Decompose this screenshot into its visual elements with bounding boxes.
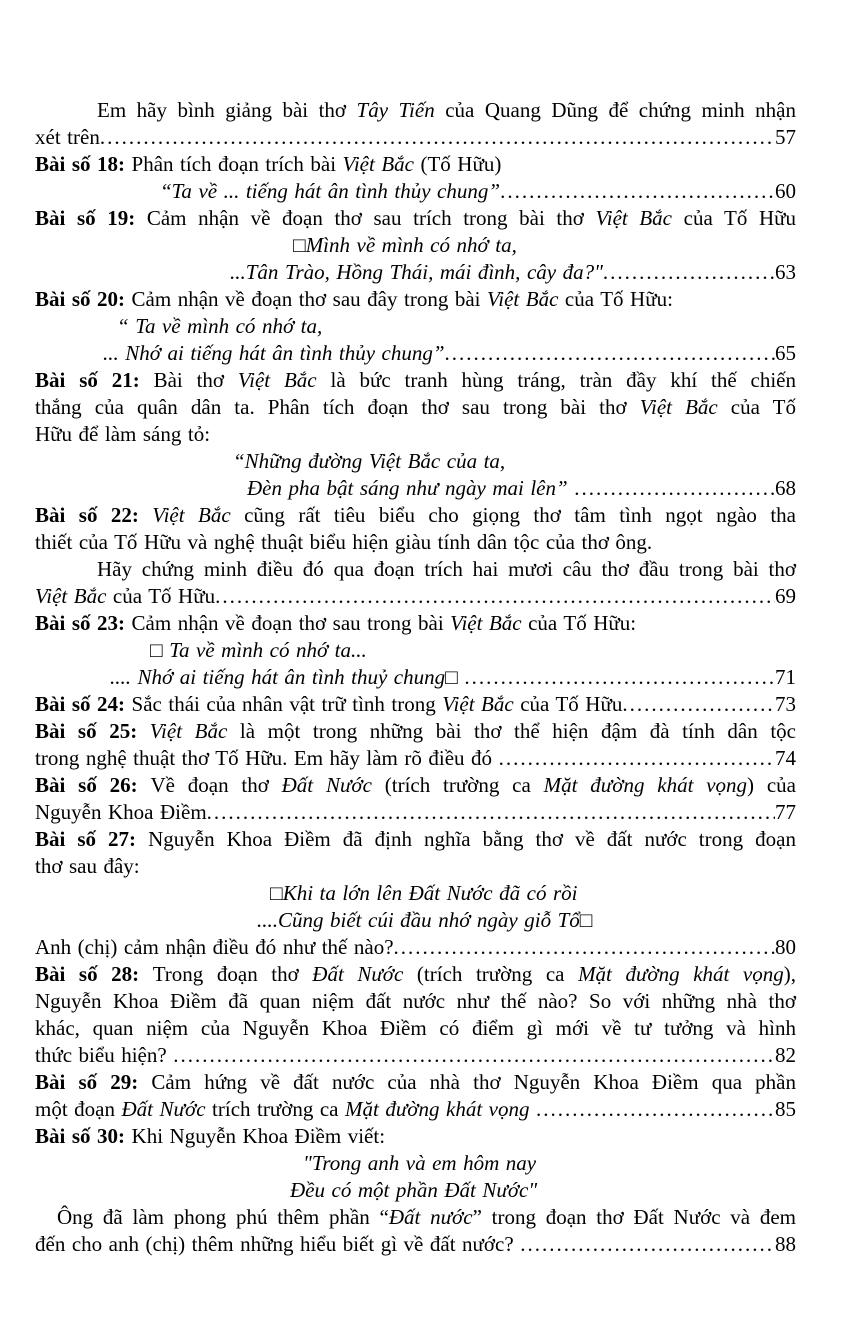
work-title-text: “ Ta về mình có nhớ ta, (117, 314, 323, 338)
line-text (35, 1016, 796, 1040)
dot-leader (464, 664, 775, 691)
toc-entry-line (35, 961, 796, 988)
work-title-text: ....Cũng biết cúi đầu nhớ ngày giỗ Tổ (257, 908, 580, 932)
work-title-text: .... Nhớ ai tiếng hát ân tình thuỷ chung (110, 665, 446, 689)
line-text (35, 1042, 173, 1069)
line-text (57, 1205, 796, 1229)
line-text (35, 745, 499, 772)
work-title-text: “Những đường Việt Bắc của ta, (233, 449, 506, 473)
dot-leader (622, 691, 775, 718)
text-run: Em hãy bình giảng bài thơ (97, 98, 357, 122)
toc-entry-line (35, 691, 796, 718)
line-text (35, 368, 796, 392)
dot-leader (207, 799, 775, 826)
text-run: Cảm nhận về đoạn thơ sau trong bài (131, 611, 451, 635)
text-run: cũng rất tiêu biểu cho giọng thơ tâm tình ngọt ngào tha (230, 503, 796, 527)
entry-number-label: Bài số 22: (35, 503, 153, 527)
work-title-text: Tây Tiến (356, 98, 435, 122)
text-run: của Tố Hữu: (521, 611, 637, 635)
toc-quote-line (35, 313, 796, 340)
toc-para-line (35, 1204, 796, 1231)
line-text (35, 583, 215, 610)
text-run: của Quang Dũng để chứng minh nhận (434, 98, 796, 122)
line-text (117, 314, 322, 338)
toc-lines-container (35, 97, 796, 1258)
text-run: của Tố Hữu: (558, 287, 673, 311)
line-text (35, 1096, 536, 1123)
text-run: Cảm hứng về đất nước của nhà thơ Nguyễn Khoa Điềm qua phần (151, 1070, 796, 1094)
entry-number-label: Bài số 27: (35, 827, 149, 851)
toc-quote-line (35, 232, 796, 259)
toc-para-line (35, 529, 796, 556)
text-run: Nguyễn Khoa Điềm (35, 800, 207, 824)
entry-number-label: Bài số 20: (35, 287, 132, 311)
text-run: trong nghệ thuật thơ Tố Hữu. Em hãy làm rõ điều đó (35, 746, 499, 770)
dot-leader (215, 583, 775, 610)
entry-number-label: Bài số 26: (35, 773, 151, 797)
toc-leader-line (35, 1231, 796, 1258)
text-run: của Tố Hữu (513, 692, 623, 716)
page-number: 80 (775, 935, 796, 959)
line-text (97, 98, 796, 122)
toc-entry-line (35, 286, 796, 313)
toc-entry-line (35, 772, 796, 799)
toc-quote-leader-line (35, 259, 796, 286)
page-number: 65 (775, 341, 796, 365)
toc-para-line (35, 988, 796, 1015)
text-run: khác, quan niệm của Nguyễn Khoa Điềm có điểm gì mới về tư tưởng và hình (35, 1016, 796, 1040)
line-text (35, 287, 673, 311)
toc-leader-line (35, 583, 796, 610)
text-run: Phân tích đoạn trích bài (131, 152, 343, 176)
work-title-text: Đều có một phần Đất Nước" (290, 1178, 538, 1202)
dot-leader (499, 745, 775, 772)
toc-leader-line (35, 799, 796, 826)
work-title-text: Việt Bắc (442, 692, 514, 716)
text-run: của Tố Hữu (672, 206, 796, 230)
toc-entry-line (35, 1069, 796, 1096)
work-title-text: Việt Bắc (639, 395, 718, 419)
toc-quote-leader-line (35, 178, 796, 205)
text-run: □ (293, 233, 306, 257)
toc-quote-leader-line (35, 475, 796, 502)
line-text (97, 557, 796, 581)
work-title-text: Mình về mình có nhớ ta, (305, 233, 517, 257)
work-title-text: Mặt đường khát vọng (345, 1097, 537, 1121)
work-title-text: ... Nhớ ai tiếng hát ân tình thủy chung” (103, 341, 445, 365)
text-run: thơ sau đây: (35, 854, 140, 878)
toc-leader-line (35, 124, 796, 151)
line-text (233, 449, 505, 473)
line-text (150, 638, 367, 662)
text-run: là bức tranh hùng tráng, tràn đầy khí thế chiến (316, 368, 796, 392)
text-run: □ (579, 908, 593, 932)
text-run: Nguyễn Khoa Điềm đã quan niệm đất nước như thế nào? So với những nhà thơ (35, 989, 796, 1013)
work-title-text: Việt Bắc (595, 206, 673, 230)
line-text (303, 1151, 536, 1175)
toc-entry-line (35, 367, 796, 394)
toc-para-line (35, 853, 796, 880)
work-title-text: Việt Bắc (450, 611, 522, 635)
line-text (293, 233, 517, 257)
work-title-text: Đất Nước (121, 1097, 206, 1121)
line-text (103, 340, 445, 367)
text-run: Hữu để làm sáng tỏ: (35, 422, 211, 446)
text-run: Anh (chị) cảm nhận điều đó như thế nào? (35, 935, 394, 959)
work-title-text: Đất nước (388, 1205, 473, 1229)
work-title-text: Việt Bắc (487, 287, 559, 311)
entry-number-label: Bài số 19: (35, 206, 147, 230)
page-number: 88 (775, 1232, 796, 1256)
line-text (35, 962, 796, 986)
dot-leader (100, 124, 775, 151)
work-title-text: “Ta về ... tiếng hát ân tình thủy chung” (160, 179, 501, 203)
line-text (35, 530, 652, 554)
work-title-text: Đèn pha bật sáng như ngày mai lên” (247, 476, 575, 500)
dot-leader (603, 259, 775, 286)
text-run: đến cho anh (chị) thêm những hiểu biết gì về đất nước? (35, 1232, 521, 1256)
page-number: 60 (775, 179, 796, 203)
line-text (35, 827, 796, 851)
page-number: 73 (775, 692, 796, 716)
text-run: một đoạn (35, 1097, 122, 1121)
dot-leader (394, 934, 775, 961)
page-number: 77 (775, 800, 796, 824)
toc-entry-line (35, 1123, 796, 1150)
line-text (35, 773, 796, 797)
line-text (35, 854, 140, 878)
text-run: là một trong những bài thơ thể hiện đậm đà tính dân tộc (227, 719, 796, 743)
text-run: trích trường ca (205, 1097, 345, 1121)
work-title-text: ...Tân Trào, Hồng Thái, mái đình, cây đa?" (230, 260, 603, 284)
text-run: thiết của Tố Hữu và nghệ thuật biểu hiện giàu tính dân tộc của thơ ông. (35, 530, 653, 554)
toc-leader-line (35, 1042, 796, 1069)
work-title-text: Đất Nước (312, 962, 404, 986)
line-text (35, 989, 796, 1013)
page-number: 82 (775, 1043, 796, 1067)
work-title-text: Việt Bắc (35, 584, 107, 608)
text-run: □ (445, 665, 465, 689)
text-run: thắng của quân dân ta. Phân tích đoạn thơ sau trong bài thơ (35, 395, 640, 419)
entry-number-label: Bài số 29: (35, 1070, 152, 1094)
toc-leader-line (35, 745, 796, 772)
entry-number-label: Bài số 28: (35, 962, 153, 986)
dot-leader (520, 1231, 775, 1258)
line-text (160, 178, 500, 205)
line-text (35, 1070, 796, 1094)
text-run: Hãy chứng minh điều đó qua đoạn trích hai mươi câu thơ đầu trong bài thơ (97, 557, 796, 581)
text-run: □ (150, 638, 170, 662)
line-text (35, 124, 100, 151)
line-text (35, 206, 796, 230)
toc-entry-line (35, 502, 796, 529)
line-text (110, 664, 464, 691)
dot-leader (445, 340, 775, 367)
line-text (35, 719, 796, 743)
line-text (35, 934, 394, 961)
line-text (290, 1178, 537, 1202)
line-text (35, 1124, 385, 1148)
line-text (257, 908, 592, 932)
line-text (35, 691, 622, 718)
entry-number-label: Bài số 21: (35, 368, 154, 392)
text-run: của Tố Hữu (106, 584, 216, 608)
page-number: 57 (775, 125, 796, 149)
toc-quote-leader-line (35, 664, 796, 691)
work-title-text: Ta về mình có nhớ ta... (169, 638, 367, 662)
text-run: Khi Nguyễn Khoa Điềm viết: (131, 1124, 386, 1148)
line-text (35, 395, 796, 419)
line-text (270, 881, 577, 905)
work-title-text: Mặt đường khát vọng (578, 962, 784, 986)
toc-entry-line (35, 151, 796, 178)
line-text (230, 259, 603, 286)
text-run: ), (783, 962, 796, 986)
text-run: (trích trường ca (403, 962, 579, 986)
dot-leader (536, 1096, 775, 1123)
page-number: 69 (775, 584, 796, 608)
toc-quote-leader-line (35, 340, 796, 367)
toc-para-line (35, 421, 796, 448)
text-run: Cảm nhận về đoạn thơ sau trích trong bài thơ (146, 206, 596, 230)
toc-entry-line (35, 610, 796, 637)
toc-entry-line (35, 718, 796, 745)
text-run: ) của (747, 773, 796, 797)
text-run: (trích trường ca (371, 773, 544, 797)
toc-entry-line (35, 826, 796, 853)
toc-quote-line (35, 1150, 796, 1177)
toc-leader-line (35, 934, 796, 961)
entry-number-label: Bài số 23: (35, 611, 132, 635)
toc-para-line (35, 394, 796, 421)
line-text (35, 799, 207, 826)
dot-leader (574, 475, 775, 502)
work-title-text: "Trong anh và em hôm nay (303, 1151, 537, 1175)
text-run: Ông đã làm phong phú thêm phần “ (57, 1205, 389, 1229)
toc-para-line (35, 1015, 796, 1042)
work-title-text: Việt Bắc (149, 719, 228, 743)
work-title-text: Việt Bắc (342, 152, 414, 176)
text-run: Bài thơ (153, 368, 238, 392)
page-number: 71 (775, 665, 796, 689)
dot-leader (500, 178, 775, 205)
text-run: Cảm nhận về đoạn thơ sau đây trong bài (131, 287, 487, 311)
line-text (35, 1231, 520, 1258)
entry-number-label: Bài số 30: (35, 1124, 132, 1148)
page-number: 68 (775, 476, 796, 500)
toc-quote-line (35, 637, 796, 664)
text-run: Trong đoạn thơ (152, 962, 313, 986)
work-title-text: Đất Nước (281, 773, 372, 797)
toc-leader-line (35, 1096, 796, 1123)
line-text (247, 475, 574, 502)
entry-number-label: Bài số 18: (35, 152, 132, 176)
text-run: Về đoạn thơ (150, 773, 282, 797)
text-run: thức biểu hiện? (35, 1043, 174, 1067)
toc-quote-line (35, 448, 796, 475)
work-title-text: Việt Bắc (237, 368, 317, 392)
page-number: 74 (775, 746, 796, 770)
text-run: ” trong đoạn thơ Đất Nước và đem (472, 1205, 796, 1229)
toc-entry-line (35, 205, 796, 232)
line-text (35, 152, 501, 176)
work-title-text: Khi ta lớn lên Đất Nước đã có rồi (282, 881, 578, 905)
entry-number-label: Bài số 24: (35, 692, 132, 716)
entry-number-label: Bài số 25: (35, 719, 150, 743)
line-text (35, 422, 210, 446)
toc-para-line (35, 556, 796, 583)
work-title-text: Mặt đường khát vọng (543, 773, 748, 797)
text-run: □ (270, 881, 283, 905)
toc-para-line (35, 97, 796, 124)
page-number: 63 (775, 260, 796, 284)
line-text (35, 611, 636, 635)
toc-quote-line (35, 880, 796, 907)
text-run: Sắc thái của nhân vật trữ tình trong (131, 692, 443, 716)
toc-quote-line (35, 1177, 796, 1204)
text-run: xét trên (35, 125, 100, 149)
page-number: 85 (775, 1097, 796, 1121)
work-title-text: Việt Bắc (152, 503, 231, 527)
text-run: (Tố Hữu) (413, 152, 502, 176)
dot-leader (173, 1042, 775, 1069)
text-run: Nguyễn Khoa Điềm đã định nghĩa bằng thơ về đất nước trong đoạn (148, 827, 796, 851)
line-text (35, 503, 796, 527)
text-run: của Tố (717, 395, 796, 419)
toc-quote-line (35, 907, 796, 934)
